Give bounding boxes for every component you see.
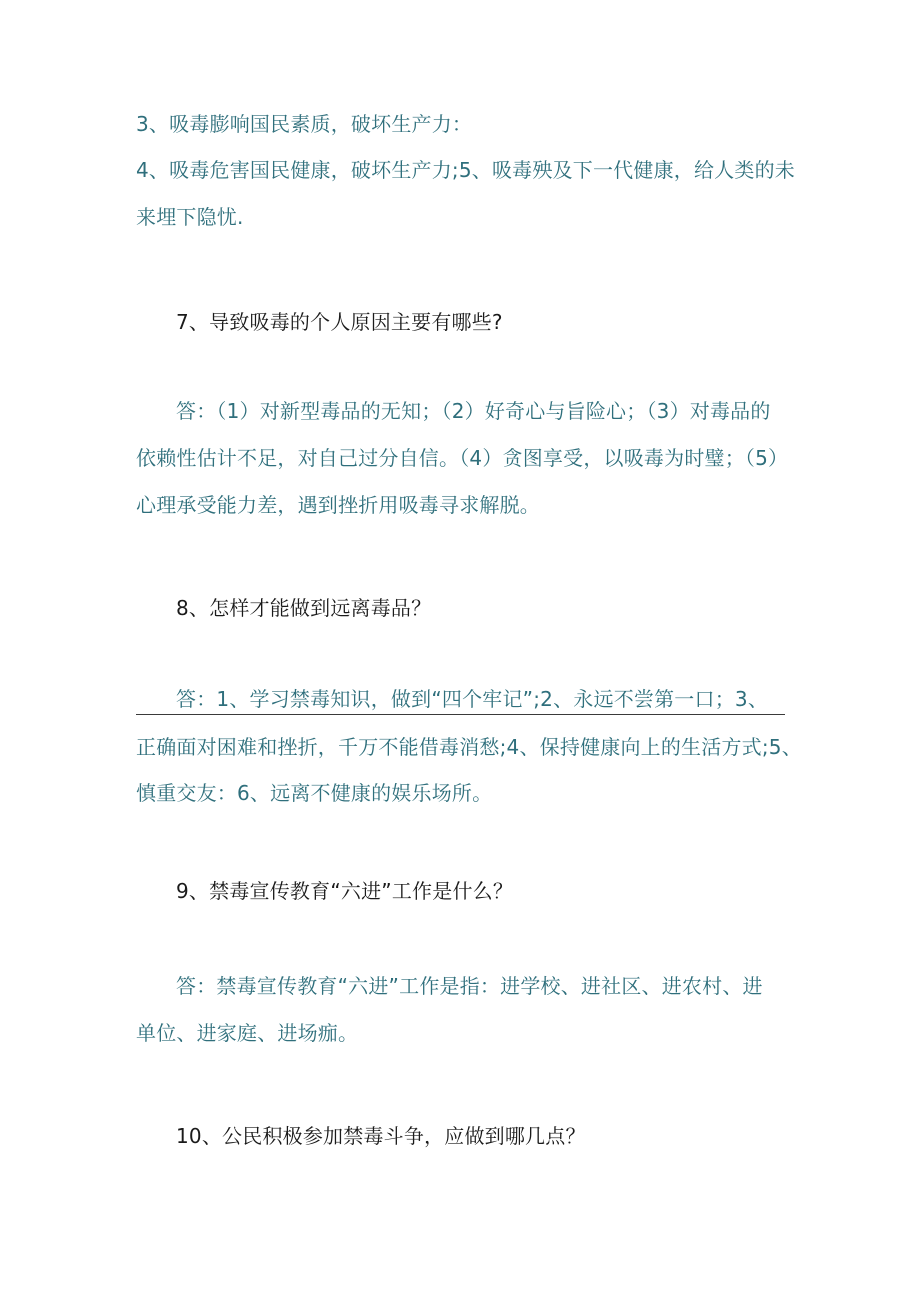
question-heading: 8、怎样才能做到远离毒品？ [176, 596, 432, 620]
answer-line: 慎重交友：6、远离不健康的娱乐场所。 [136, 781, 493, 805]
question-heading: 9、禁毒宣传教育“六进”工作是什么？ [176, 879, 514, 903]
paragraph-line: 来埋下隐忧. [136, 205, 244, 229]
answer-line: 依赖性估计不足，对自己过分自信。（4）贪图享受，以吸毒为时璧；（5） [136, 446, 789, 470]
paragraph-line: 3、吸毒膨响国民素质，破坏生产力： [136, 112, 473, 136]
answer-line: 答：禁毒宣传教育“六进”工作是指：进学校、进社区、进农村、进 [176, 974, 763, 998]
question-heading: 10、公民积极参加禁毒斗争，应做到哪几点？ [176, 1124, 586, 1148]
answer-line: 正确面对困难和挫折，千万不能借毒消愁;4、保持健康向上的生活方式;5、 [136, 735, 802, 759]
horizontal-rule [136, 714, 785, 715]
paragraph-line: 4、吸毒危害国民健康，破坏生产力;5、吸毒殃及下一代健康，给人类的未 [136, 158, 795, 182]
answer-line: 答：（1）对新型毒品的无知；（2）好奇心与旨险心；（3）对毒品的 [176, 399, 771, 423]
answer-line: 心理承受能力差，遇到挫折用吸毒寻求解脱。 [136, 493, 540, 517]
question-heading: 7、导致吸毒的个人原因主要有哪些? [176, 310, 503, 334]
answer-line: 单位、进家庭、进场痂。 [136, 1021, 359, 1045]
answer-line: 答：1、学习禁毒知识，做到“四个牢记”;2、永远不尝第一口；3、 [176, 687, 769, 711]
